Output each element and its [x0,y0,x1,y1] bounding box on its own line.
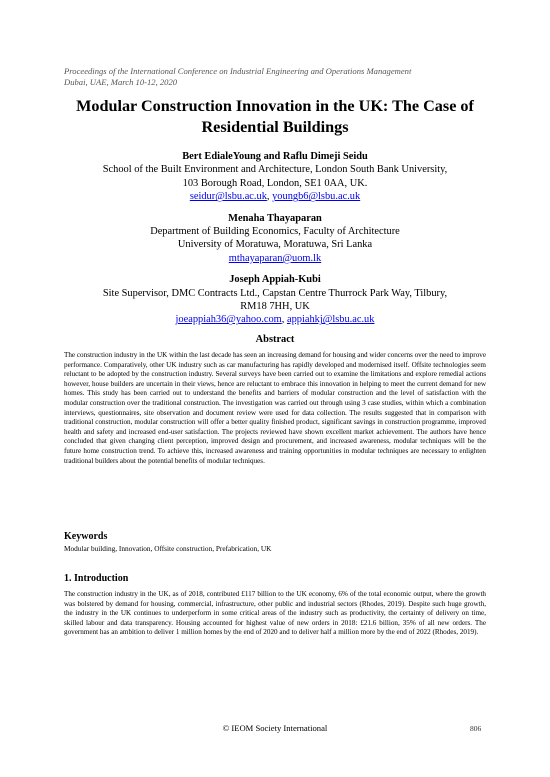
author-emails [40,190,510,203]
email-link[interactable]: joeappiah36@yahoo.com [175,314,282,326]
paper-title [40,96,510,138]
header-location-date: Dubai, UAE, March 10-12, 2020 [64,77,178,87]
email-link[interactable]: seidur@lsbu.ac.uk [189,191,267,203]
author-name: Joseph Appiah-Kubi [229,274,321,286]
email-link[interactable]: appiahkj@lsbu.ac.uk [286,314,375,326]
introduction-paragraph: The construction industry in the UK, as of 2018, contributed £117 billion to the UK economy, 6% of the total economic output, where the growth was bolstered by demand for housing, commercial, infrastructure, other public and industrial sectors (Rhodes, 2019). Despite such huge growth, the industry in the UK continues to underperform in some critical areas of the industry such as productivity, the certainty of delivery on time, skilled labour and data transparency. Housing accounted for highest value of new orders in 2018: £21.6 billion, 35% of all new orders. The government has an ambition to deliver 1 million homes by the end of 2020 and to deliver half a million more by the end of 2022 (Rhodes, 2019). [64,590,486,637]
title-line-2: Residential Buildings [201,118,349,136]
email-separator: , [266,191,273,203]
title-line-1: Modular Construction Innovation in the UK: The Case of [76,97,474,115]
author-block-2 [40,212,510,266]
author-block-3 [40,273,510,327]
email-link[interactable]: youngb6@lsbu.ac.uk [272,191,361,203]
author-emails [40,313,510,326]
author-address: RM18 7HH, UK [240,301,310,313]
running-header [64,66,494,88]
email-link[interactable]: mthayaparan@uom.lk [228,252,322,264]
author-address: 103 Borough Road, London, SE1 0AA, UK. [182,177,368,189]
keywords-heading: Keywords [64,531,108,542]
author-name: Bert EdialeYoung and Raflu Dimeji Seidu [182,151,368,162]
author-emails [40,252,510,265]
introduction-heading: 1. Introduction [64,573,129,584]
copyright-footer: © IEOM Society International [222,723,328,733]
author-name: Menaha Thayaparan [228,212,322,224]
abstract-text: The construction industry in the UK within the last decade has seen an increasing demand for housing and wider concerns over the need to improve performance. Comparatively, other UK industry such as car manufacturing has rapidly developed and modernised itself. Offsite technologies seem reluctant to be adopted by the construction industry. Several surveys have been carried out to examine the limitations and explore remedial actions however, house builders are uncertain in their views, hence are reluctant to embrace this innovation in helping to meet the current demand for new homes. This study has been carried out to understand the benefits and barriers of modular construction and the level of satisfaction with the modular construction over the traditional construction. The investigation was carried out through using 3 case studies, within which a combination interviews, questionnaires, site observation and document review were used for data collection. The results suggested that in comparison with traditional construction, modular construction will offer a better quality finished product, significant savings in construction programme, improved health and safety and increased end-user satisfaction. The projects reviewed have shown excellent market achievement. The authors have hence concluded that given changing client perception, improved design and procurement, and increased awareness, modular techniques will be the future home construction trend. To achieve this, increased awareness and training opportunities in modular techniques are necessary to enlighten traditional builders about the potential benefits of modular techniques. [64,351,486,465]
author-block-1 [40,150,510,204]
author-affiliation: School of the Built Environment and Architecture, London South Bank University, [102,164,448,176]
abstract-heading: Abstract [255,334,295,345]
page-number: 806 [470,724,482,733]
keywords-text: Modular building, Innovation, Offsite construction, Prefabrication, UK [64,544,272,553]
author-address: University of Moratuwa, Moratuwa, Sri Lanka [177,239,373,251]
email-separator: , [281,314,287,326]
author-affiliation: Department of Building Economics, Faculty of Architecture [150,226,400,238]
author-list [40,150,510,335]
author-affiliation: Site Supervisor, DMC Contracts Ltd., Capstan Centre Thurrock Park Way, Tilbury, [102,287,448,299]
header-conference: Proceedings of the International Conference on Industrial Engineering and Operations Management [64,66,412,76]
